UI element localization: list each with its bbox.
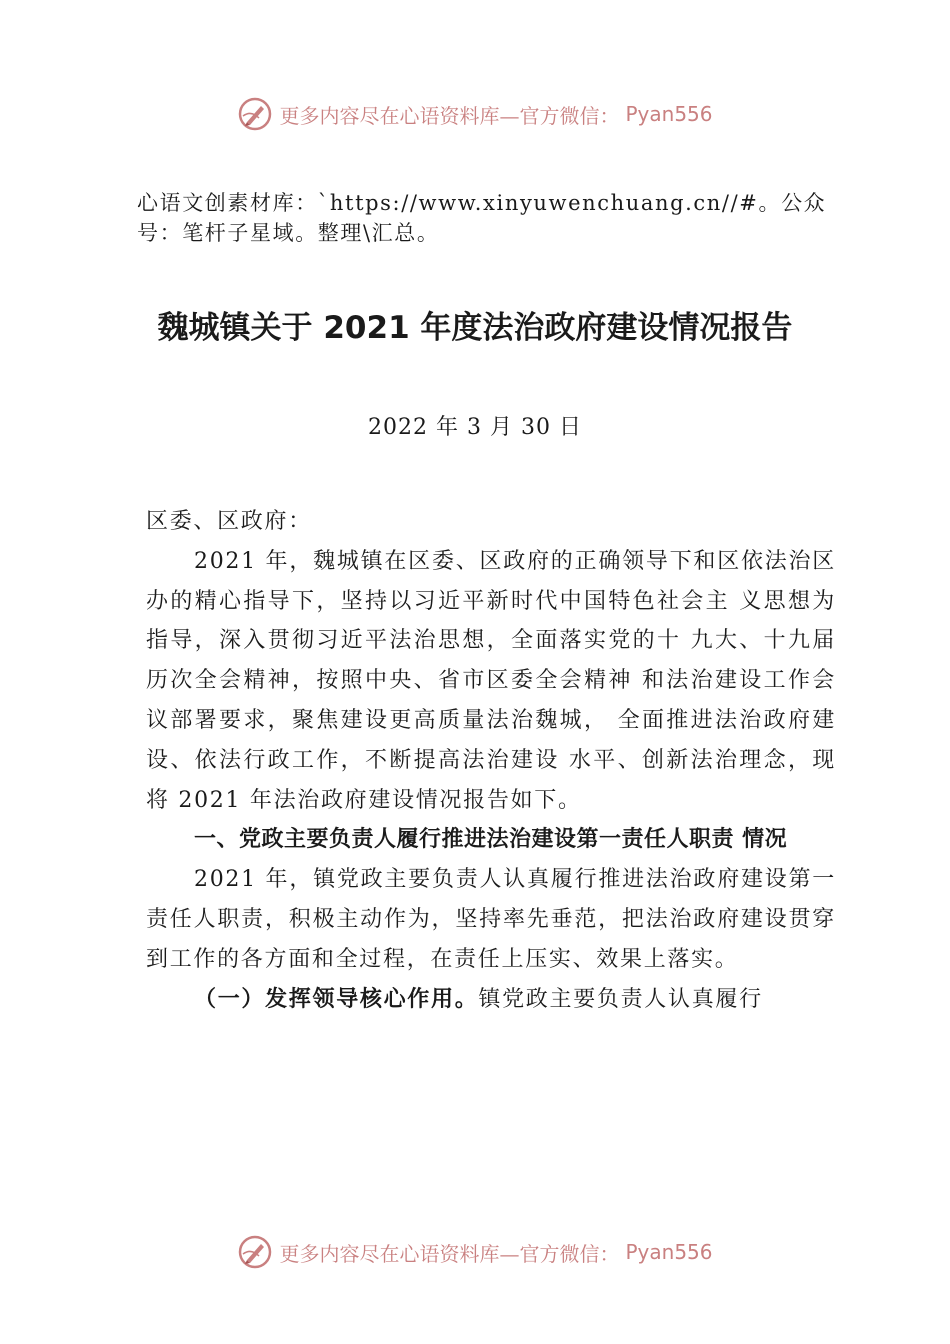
watermark-text: 更多内容尽在心语资料库—官方微信： xyxy=(279,1241,620,1266)
document-title: 魏城镇关于 2021 年度法治政府建设情况报告 xyxy=(157,310,793,346)
document-date: 2022 年 3 月 30 日 xyxy=(368,415,582,440)
watermark-text: 更多内容尽在心语资料库—官方微信： xyxy=(279,103,620,128)
section-1-heading: 一、党政主要负责人履行推进法治建设第一责任人职责 情况 xyxy=(194,827,788,853)
section-1-paragraph: 2021 年，镇党政主要负责人认真履行推进法治政府建设第一责任人职责，积极主动作为，坚持率先垂范，把法治政府建设贯穿到工作的各方面和全过程，在责任上压实、效果上落实。 xyxy=(146,867,836,972)
subsection-1-paragraph xyxy=(146,980,836,1020)
header-watermark xyxy=(0,94,950,134)
pen-logo-icon xyxy=(237,1234,273,1270)
footer-watermark xyxy=(0,1232,950,1272)
source-note: 心语文创素材库：`https://www.xinyuwenchuang.cn//#。公众号：笔杆子星域。整理\汇总。 xyxy=(137,191,827,245)
salutation: 区委、区政府： xyxy=(146,509,312,534)
watermark-wechat-id: Pyan556 xyxy=(625,102,713,126)
subsection-1-text: 镇党政主要负责人认真履行 xyxy=(478,986,763,1012)
document-body xyxy=(146,502,836,1019)
watermark-wechat-id: Pyan556 xyxy=(625,1240,713,1264)
subsection-1-label: （一）发挥领导核心作用。 xyxy=(194,986,479,1012)
pen-logo-icon xyxy=(237,96,273,132)
intro-paragraph: 2021 年，魏城镇在区委、区政府的正确领导下和区依法治区办的精心指导下，坚持以习近平新时代中国特色社会主 义思想为指导，深入贯彻习近平法治思想，全面落实党的十 九大、十九届历次全会精神，按照中央、省市区委全会精神 和法治建设工作会议部署要求，聚焦建设更高质量法治魏城， 全面推进法治政府建设、依法行政工作，不断提高法治建设 水平、创新法治理念，现将 2021 年法治政府建设情况报告如下。 xyxy=(146,548,836,813)
